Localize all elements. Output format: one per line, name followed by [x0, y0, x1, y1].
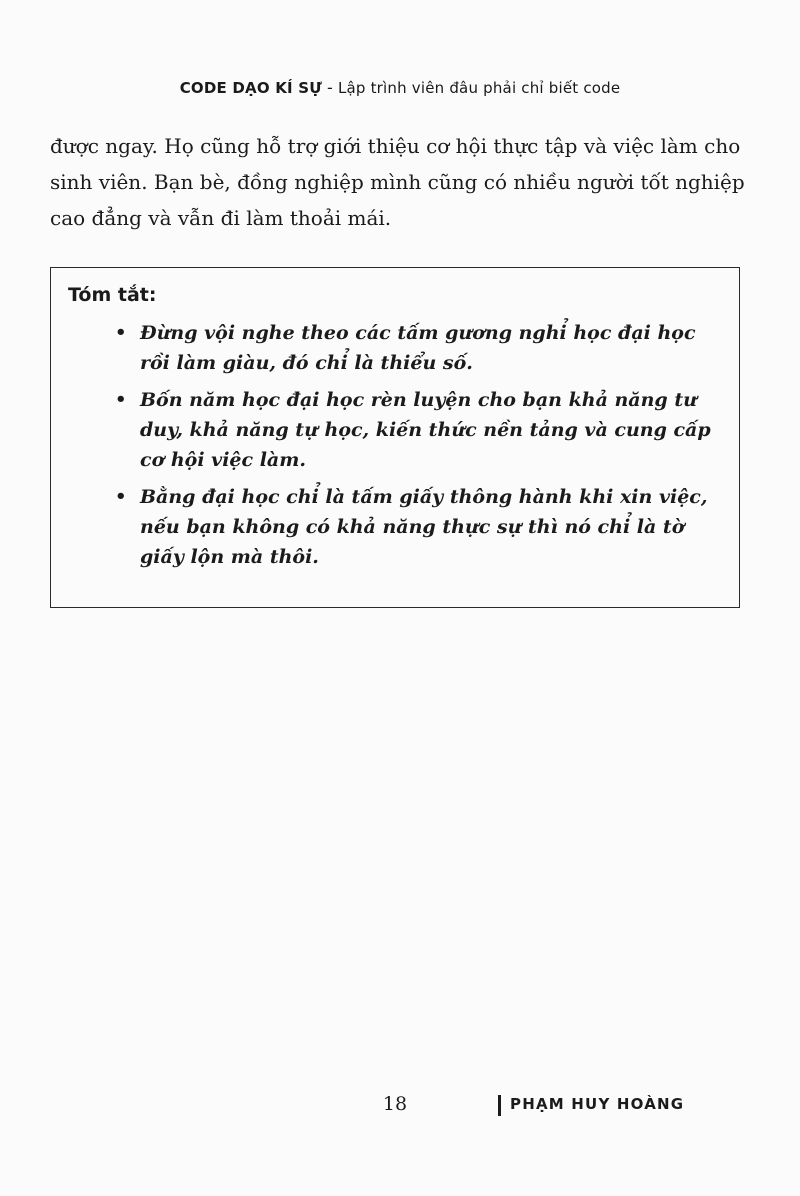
summary-box: [50, 267, 740, 608]
running-header: [0, 78, 800, 97]
summary-list: [51, 318, 739, 579]
summary-item: [51, 385, 739, 475]
summary-item: [51, 318, 739, 378]
bullet-icon: •: [115, 389, 127, 410]
author-name: PHẠM HUY HOÀNG: [510, 1095, 685, 1113]
summary-item: [51, 482, 739, 572]
header-separator: -: [326, 78, 333, 97]
summary-item-text: Bằng đại học chỉ là tấm giấy thông hành khi xin việc, nếu bạn không có khả năng thực sự thì nó chỉ là tờ giấy lộn mà thôi.: [140, 486, 708, 568]
summary-item-text: Đừng vội nghe theo các tấm gương nghỉ học đại học rồi làm giàu, đó chỉ là thiểu số.: [140, 322, 696, 374]
page-number: 18: [382, 1093, 408, 1115]
header-series-title: CODE DẠO KÍ SỰ: [179, 79, 322, 97]
summary-item-text: Bốn năm học đại học rèn luyện cho bạn khả năng tư duy, khả năng tự học, kiến thức nền tảng và cung cấp cơ hội việc làm.: [140, 389, 711, 471]
summary-title: Tóm tắt:: [68, 284, 157, 306]
bullet-icon: •: [115, 486, 127, 507]
body-paragraph: được ngay. Họ cũng hỗ trợ giới thiệu cơ hội thực tập và việc làm cho sinh viên. Bạn bè, đồng nghiệp mình cũng có nhiều người tốt nghiệp cao đẳng và vẫn đi làm thoải mái.: [50, 134, 745, 230]
page-footer: [0, 1093, 800, 1119]
author-divider: [498, 1095, 501, 1116]
bullet-icon: •: [115, 322, 127, 343]
header-subtitle: Lập trình viên đâu phải chỉ biết code: [337, 79, 621, 97]
